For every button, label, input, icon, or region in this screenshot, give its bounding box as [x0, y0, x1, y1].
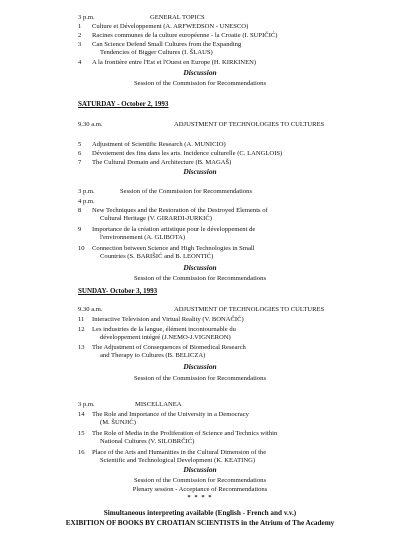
item-title: Culture et Développement (A. ARFWEDSON - UNESCO) [92, 23, 249, 30]
item-number: 9 [78, 226, 82, 233]
item-number: 15 [78, 430, 85, 437]
saturday-morning-topic: ADJUSTMENT OF TECHNOLOGIES TO CULTURES [174, 121, 325, 128]
item-title-cont: développement intégré (J.NEMO-J.VIGNERON) [100, 334, 231, 341]
discussion-label: Discussion [183, 167, 217, 176]
item-title: Importance de la création artistique pour le développement de [92, 226, 256, 233]
item-title: The Role and Importance of the University in a Democracy [92, 411, 249, 418]
separator-stars: * * * * [187, 494, 213, 501]
item-number: 3 [78, 41, 82, 48]
item-number: 7 [78, 159, 82, 166]
item-title-cont: l'environnement (A. GLIBOTA) [100, 234, 186, 241]
item-number: 2 [78, 32, 82, 39]
item-number: 4 [78, 59, 82, 66]
day-heading-saturday: SATURDAY - October 2, 1993 [78, 100, 169, 108]
interpreting-note: Simultaneous interpreting available (English - French and v.v.) [103, 509, 297, 517]
item-title: Interactive Television and Virtual Reality (V. BONAČIĆ) [92, 316, 244, 323]
commission-session: Session of the Commission for Recommendations [133, 375, 267, 382]
exhibition-note: EXIBITION OF BOOKS BY CROATIAN SCIENTISTS in the Atrium of The Academy [65, 519, 335, 527]
item-title: The Adjustment of Consequences of Biomedical Research [92, 344, 246, 351]
item-number: 1 [78, 23, 82, 30]
discussion-label: Discussion [183, 465, 217, 474]
saturday-commission-time: 3 p.m. [78, 188, 95, 195]
item-title: The Cultural Domain and Architecture (B. MAGAŠ) [92, 159, 232, 166]
item-title-cont: Scientific and Technological Development (K. KEATING) [100, 457, 256, 464]
item-number: 13 [78, 344, 85, 351]
item-title-cont: and Therapy to Cultures (B. BELICZA) [100, 352, 206, 359]
saturday-morning-time: 9.30 a.m. [78, 121, 103, 128]
plenary-session: Plenary session - Acceptance of Recommendations [132, 486, 268, 493]
item-number: 10 [78, 245, 85, 252]
sunday-morning-time: 9.30 a.m. [78, 306, 103, 313]
item-number: 16 [78, 449, 85, 456]
item-title: Place of the Arts and Humanities in the Cultural Dimension of the [92, 449, 267, 456]
item-title: New Techniques and the Restoration of the Destroyed Elements of [92, 207, 268, 214]
commission-session: Session of the Commission for Recommendations [133, 80, 267, 87]
session1-time: 3 p.m. [78, 14, 95, 21]
sunday-afternoon-time: 3 p.m. [78, 401, 95, 408]
item-number: 12 [78, 326, 85, 333]
item-number: 11 [78, 316, 85, 323]
item-title-cont: Tendencies of Bigger Cultures (I. ŠLAUS) [100, 49, 213, 56]
saturday-afternoon-time: 4 p.m. [78, 198, 95, 205]
discussion-label: Discussion [183, 263, 217, 272]
item-title: Connection between Science and High Technologies in Small [92, 245, 255, 252]
commission-session: Session of the Commission for Recommendations [120, 188, 253, 195]
session1-topic: GENERAL TOPICS [150, 14, 205, 21]
item-number: 8 [78, 207, 82, 214]
discussion-label: Discussion [183, 362, 217, 371]
sunday-morning-topic: ADJUSTMENT OF TECHNOLOGIES TO CULTURES [174, 306, 325, 313]
item-title: Dévoiement des fins dans les arts. Incidence culturelle (C. LANGLOIS) [92, 150, 283, 157]
commission-session: Session of the Commission for Recommendations [133, 477, 267, 484]
item-title: Racines communes de la culture européenne - la Croatie (I. SUPIČIĆ) [92, 32, 278, 39]
item-title: Can Science Defend Small Cultures from the Expanding [92, 41, 242, 48]
item-title: Adjustment of Scientific Research (A. MUNICIO) [92, 141, 226, 148]
item-title: A la frontière entre l'Est et l'Ouest en Europe (H. KIRKINEN) [92, 59, 257, 66]
item-title-cont: (M. ŠUNJIĆ) [100, 419, 136, 426]
item-number: 14 [78, 411, 85, 418]
discussion-label: Discussion [183, 68, 217, 77]
item-number: 5 [78, 141, 82, 148]
item-title-cont: National Cultures (V. SILOBRČIĆ) [100, 438, 195, 445]
item-title: The Role of Media in the Proliferation of Science and Technics within [92, 430, 278, 437]
item-title-cont: Countries (S. BARIŠIĆ and B. LEONTIĆ) [100, 253, 214, 260]
item-title-cont: Cultural Heritage (V. GIRARDI-JURKIĆ) [100, 215, 212, 222]
item-number: 6 [78, 150, 82, 157]
item-title: Les industries de la langue, élément incontournable du [92, 326, 236, 333]
day-heading-sunday: SUNDAY- October 3, 1993 [78, 287, 158, 295]
sunday-afternoon-topic: MISCELLANEA [135, 401, 182, 408]
commission-session: Session of the Commission for Recommendations [133, 275, 267, 282]
